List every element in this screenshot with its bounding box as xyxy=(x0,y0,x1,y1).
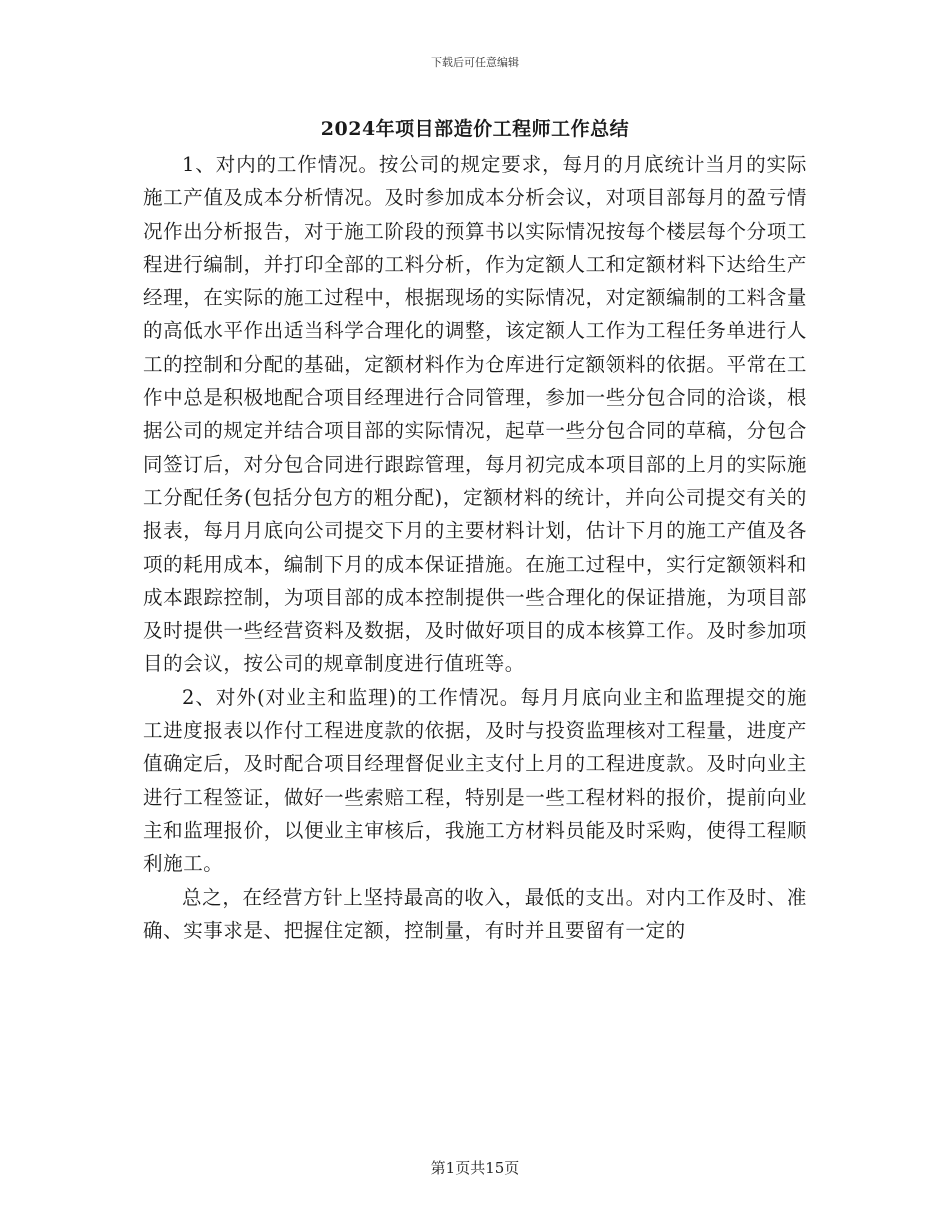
page-number: 第1页共15页 xyxy=(430,1159,520,1177)
document-body xyxy=(143,148,807,947)
document-title: 2024年项目部造价工程师工作总结 xyxy=(320,118,630,140)
paragraph-internal-work: 1、对内的工作情况。按公司的规定要求，每月的月底统计当月的实际施工产值及成本分析情况。及时参加成本分析会议，对项目部每月的盈亏情况作出分析报告，对于施工阶段的预算书以实际情况按每个楼层每个分项工程进行编制，并打印全部的工料分析，作为定额人工和定额材料下达给生产经理，在实际的施工过程中，根据现场的实际情况，对定额编制的工料含量的高低水平作出适当科学合理化的调整，该定额人工作为工程任务单进行人工的控制和分配的基础，定额材料作为仓库进行定额领料的依据。平常在工作中总是积极地配合项目经理进行合同管理，参加一些分包合同的洽谈，根据公司的规定并结合项目部的实际情况，起草一些分包合同的草稿，分包合同签订后，对分包合同进行跟踪管理，每月初完成本项目部的上月的实际施工分配任务(包括分包方的粗分配)，定额材料的统计，并向公司提交有关的报表，每月月底向公司提交下月的主要材料计划，估计下月的施工产值及各项的耗用成本，编制下月的成本保证措施。在施工过程中，实行定额领料和成本跟踪控制，为项目部的成本控制提供一些合理化的保证措施，为项目部及时提供一些经营资料及数据，及时做好项目的成本核算工作。及时参加项目的会议，按公司的规章制度进行值班等。 xyxy=(143,153,807,676)
page-header-note: 下载后可任意编辑 xyxy=(431,56,519,69)
paragraph-summary: 总之，在经营方针上坚持最高的收入，最低的支出。对内工作及时、准确、实事求是、把握住定额，控制量，有时并且要留有一定的 xyxy=(143,885,807,942)
paragraph-external-work: 2、对外(对业主和监理)的工作情况。每月月底向业主和监理提交的施工进度报表以作付工程进度款的依据，及时与投资监理核对工程量，进度产值确定后，及时配合项目经理督促业主支付上月的工程进度款。及时向业主进行工程签证，做好一些索赔工程，特别是一些工程材料的报价，提前向业主和监理报价，以便业主审核后，我施工方材料员能及时采购，使得工程顺利施工。 xyxy=(143,685,807,876)
